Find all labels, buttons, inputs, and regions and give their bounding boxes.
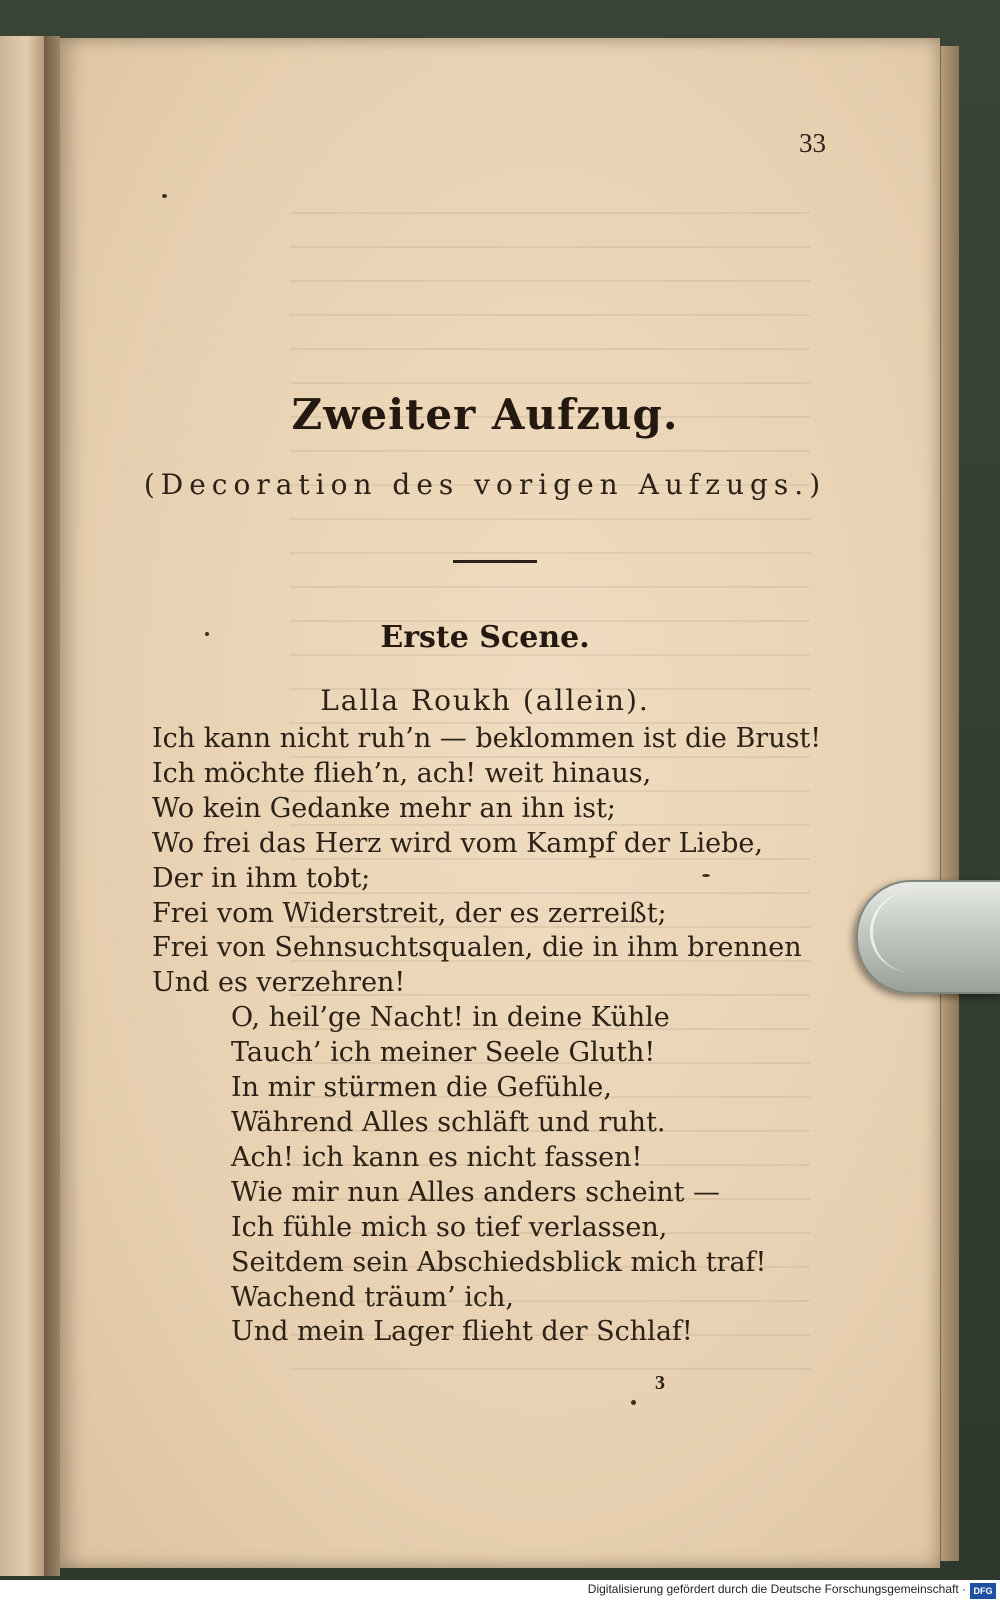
verse-line: Frei von Sehnsuchtsqualen, die in ihm brennen: [152, 932, 802, 964]
verse-line: Ich fühle mich so tief verlassen,: [231, 1211, 668, 1243]
funding-credit: Digitalisierung gefördert durch die Deutsche Forschungsgemeinschaft ·: [587, 1582, 966, 1596]
verse-line: O, heil’ge Nacht! in deine Kühle: [231, 1002, 670, 1034]
verse-line: Tauch’ ich meiner Seele Gluth!: [231, 1037, 656, 1069]
book-gutter: [44, 36, 60, 1576]
signature-mark: 3: [655, 1372, 665, 1394]
verse-line: Frei vom Widerstreit, der es zerreißt;: [152, 897, 667, 929]
section-rule: [453, 560, 537, 563]
verse-line: Ich kann nicht ruh’n — beklommen ist die Brust!: [152, 723, 822, 754]
left-page-edge: [0, 36, 46, 1576]
paper-speck: [205, 632, 209, 636]
verse-line: Seitdem sein Abschiedsblick mich traf!: [231, 1246, 767, 1278]
stage-direction: (Decoration des vorigen Aufzugs.): [143, 468, 827, 501]
verse-line: Wo frei das Herz wird vom Kampf der Liebe,: [152, 827, 763, 859]
verse-line: Wachend träum’ ich,: [231, 1281, 514, 1313]
page-stack-edge: [940, 46, 959, 1561]
verse-line: In mir stürmen die Gefühle,: [231, 1072, 612, 1104]
verse-line: Und es verzehren!: [152, 967, 406, 999]
verse-line: Ich möchte flieh’n, ach! weit hinaus,: [152, 757, 652, 789]
paper-speck: [631, 1400, 636, 1405]
verse-block: [152, 722, 822, 1350]
verse-line: Wo kein Gedanke mehr an ihn ist;: [152, 792, 616, 824]
scene-title: Erste Scene.: [380, 620, 590, 655]
paper-speck: [162, 194, 167, 198]
verse-line: Ach! ich kann es nicht fassen!: [231, 1141, 643, 1173]
speaker-line: Lalla Roukh (allein).: [320, 684, 650, 717]
dfg-logo-icon: DFG: [970, 1583, 996, 1599]
verse-line: Und mein Lager flieht der Schlaf!: [231, 1316, 693, 1348]
verse-line: Während Alles schläft und ruht.: [231, 1106, 666, 1138]
page-number: 33: [799, 128, 826, 158]
verse-line: Wie mir nun Alles anders scheint —: [231, 1176, 721, 1208]
act-heading: Zweiter Aufzug.: [291, 390, 679, 439]
verse-line: Der in ihm tobt;: [152, 862, 371, 894]
